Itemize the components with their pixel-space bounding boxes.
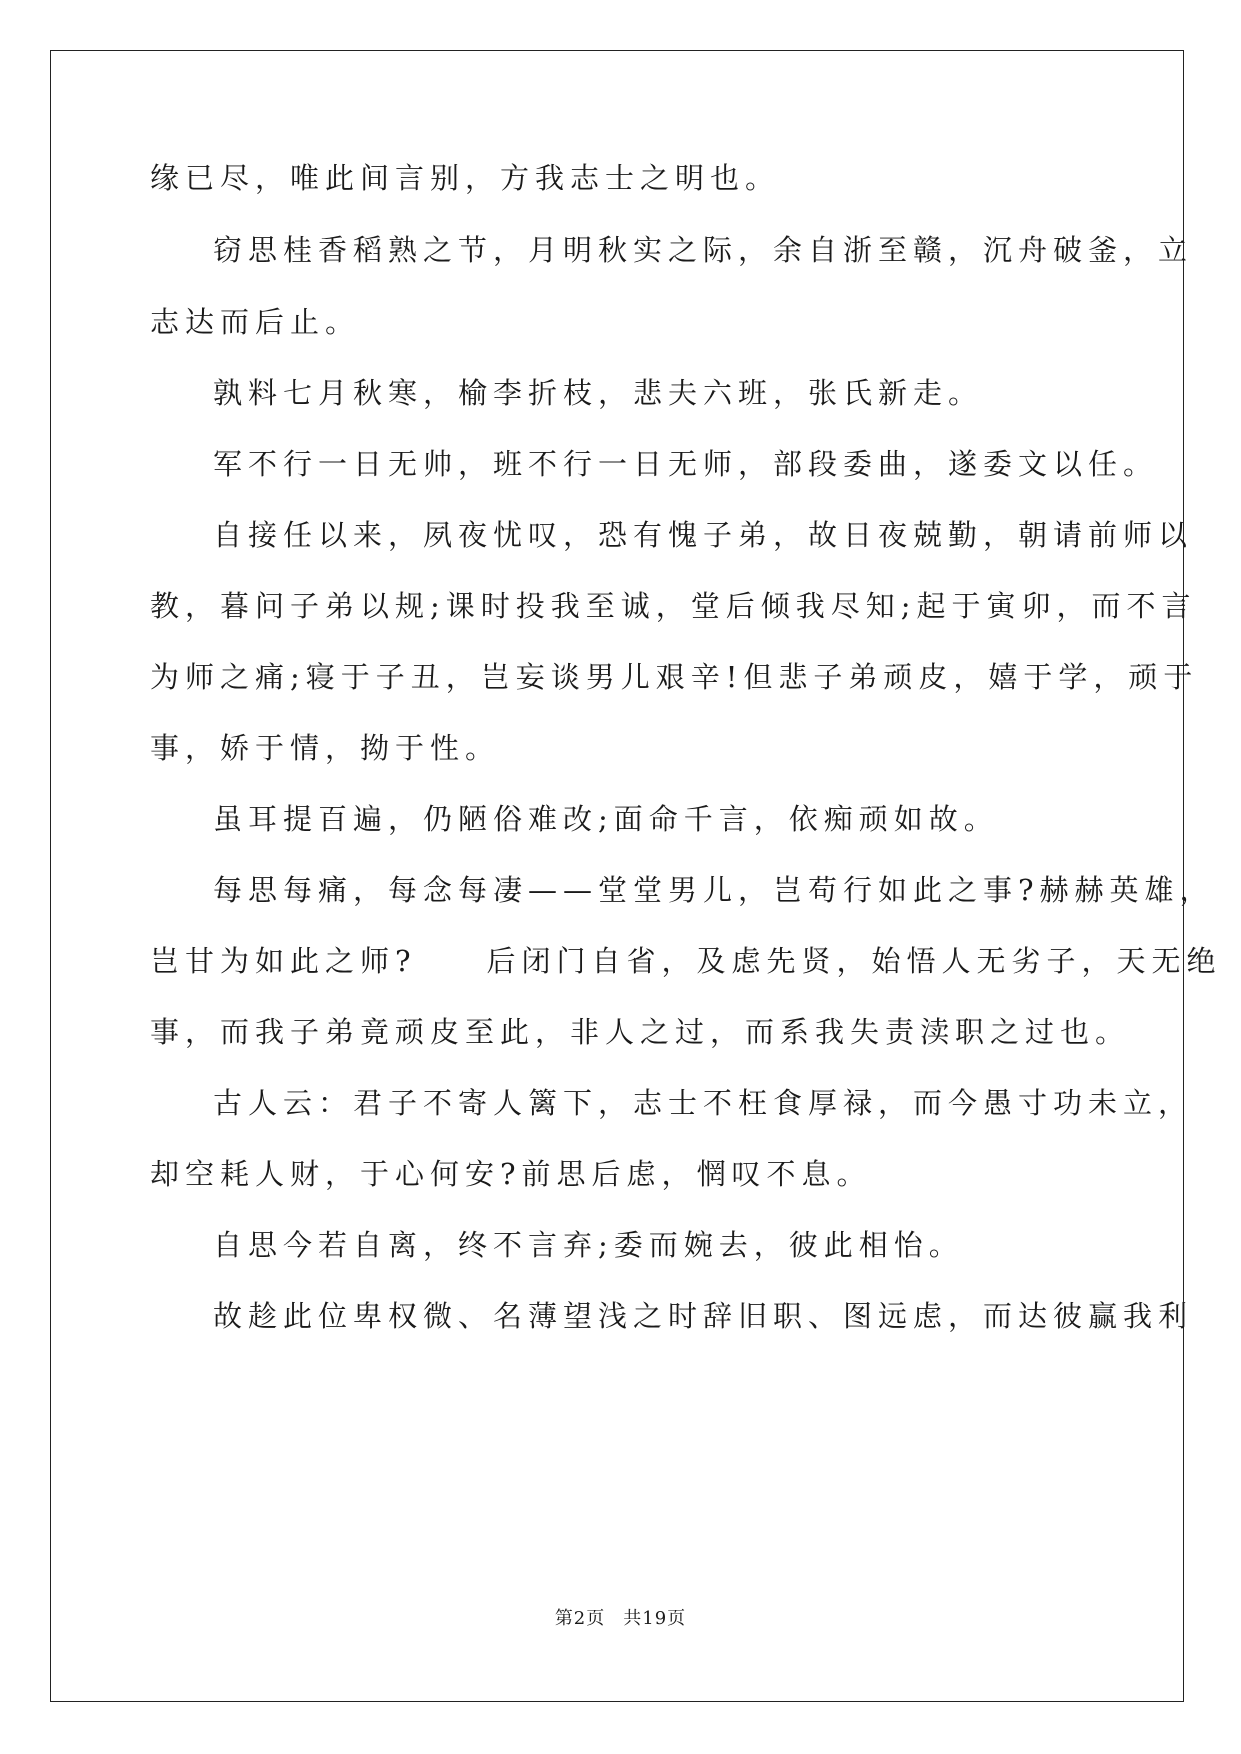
paragraph-start: 自接任以来，夙夜忧叹，恐有愧子弟，故日夜兢勤，朝请前师以	[213, 518, 1194, 552]
text-line: 岂甘为如此之师? 后闭门自省，及虑先贤，始悟人无劣子，天无绝	[150, 944, 1222, 978]
text-line: 却空耗人财，于心何安?前思后虑，惘叹不息。	[150, 1157, 872, 1191]
text-line: 教，暮问子弟以规;课时投我至诚，堂后倾我尽知;起于寅卯，而不言	[150, 589, 1197, 623]
text-line: 事，而我子弟竟顽皮至此，非人之过，而系我失责渎职之过也。	[150, 1015, 1131, 1049]
paragraph-start: 虽耳提百遍，仍陋俗难改;面命千言，依痴顽如故。	[213, 802, 999, 836]
paragraph-start: 故趁此位卑权微、名薄望浅之时辞旧职、图远虑，而达彼赢我利	[213, 1299, 1194, 1333]
text-line: 志达而后止。	[150, 305, 361, 339]
paragraph-start: 每思每痛，每念每凄——堂堂男儿，岂苟行如此之事?赫赫英雄，	[213, 873, 1215, 907]
paragraph-start: 古人云：君子不寄人篱下，志士不枉食厚禄，而今愚寸功未立，	[213, 1086, 1194, 1120]
paragraph-start: 自思今若自离，终不言弃;委而婉去，彼此相怡。	[213, 1228, 964, 1262]
page-number: 第2页	[554, 1608, 606, 1629]
paragraph-start: 窃思桂香稻熟之节，月明秋实之际，余自浙至赣，沉舟破釜，立	[213, 233, 1194, 267]
text-line: 事，娇于情，拗于性。	[150, 731, 501, 765]
text-line: 为师之痛;寝于子丑，岂妄谈男儿艰辛!但悲子弟顽皮，嬉于学，顽于	[150, 660, 1199, 694]
text-line: 缘已尽，唯此间言别，方我志士之明也。	[150, 161, 781, 195]
total-pages: 共19页	[623, 1608, 687, 1629]
page-footer	[0, 1604, 1241, 1630]
paragraph-start: 孰料七月秋寒，榆李折枝，悲夫六班，张氏新走。	[213, 376, 984, 410]
paragraph-start: 军不行一日无帅，班不行一日无师，部段委曲，遂委文以任。	[213, 447, 1159, 481]
